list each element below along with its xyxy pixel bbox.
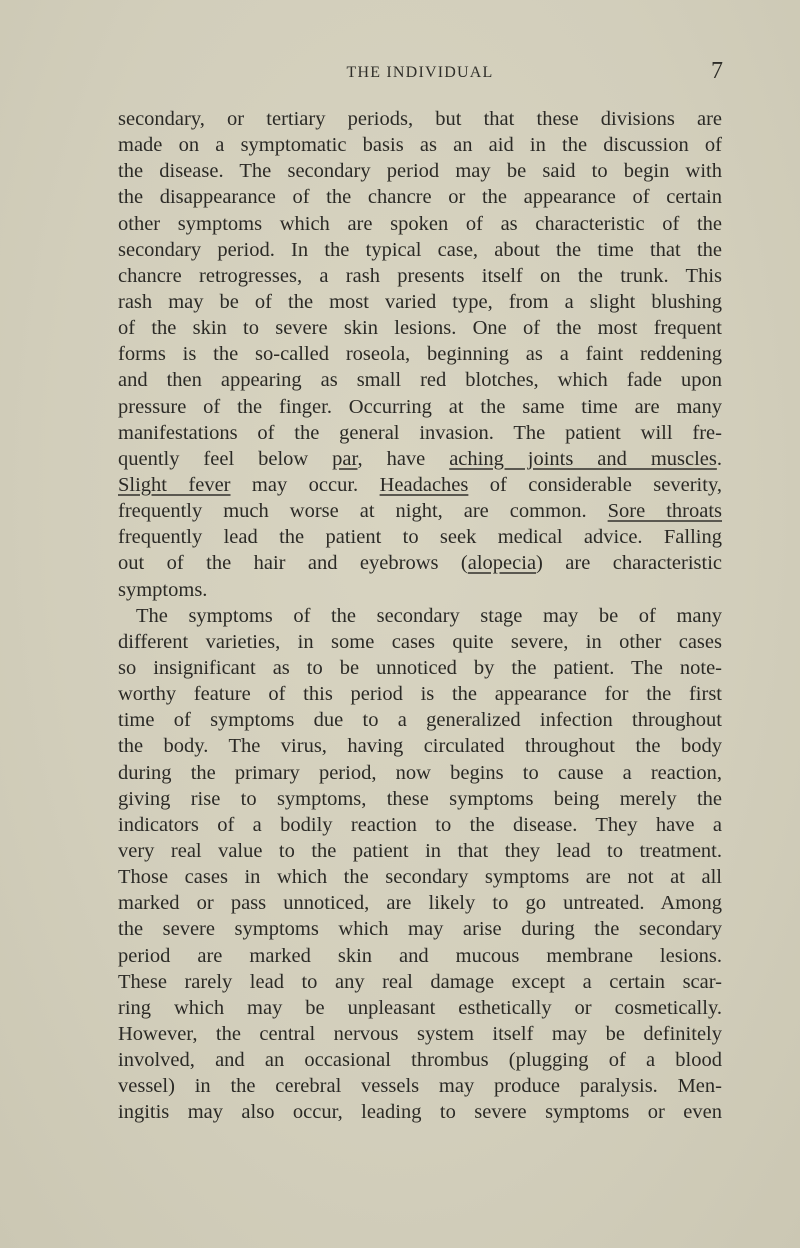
text-line: [118, 681, 722, 707]
text-line: [118, 367, 722, 393]
text-segment: different varieties, in some cases quite severe, in other cases: [118, 630, 722, 653]
text-segment: forms is the so-called roseola, beginning as a faint reddening: [118, 343, 722, 366]
text-line: [118, 158, 722, 184]
text-segment: of the skin to severe skin lesions. One of the most frequent: [118, 317, 722, 340]
text-line: [118, 603, 722, 629]
underlined-phrase: Headaches: [379, 473, 469, 496]
text-segment: chancre retrogresses, a rash presents itself on the trunk. This: [118, 264, 722, 287]
text-line: [118, 1047, 722, 1073]
text-segment: and then appearing as small red blotches, which fade upon: [118, 369, 722, 392]
running-title: THE INDIVIDUAL: [346, 64, 494, 81]
text-line: [118, 1021, 722, 1047]
text-segment: during the primary period, now begins to cause a reaction,: [118, 761, 722, 784]
underlined-phrase: Slight fever: [118, 473, 231, 496]
text-segment: the body. The virus, having circulated throughout the body: [118, 735, 722, 758]
text-line: [118, 733, 722, 759]
text-segment: ring which may be unpleasant esthetically or cosmetically.: [118, 996, 722, 1019]
text-segment: marked or pass unnoticed, are likely to go untreated. Among: [118, 892, 722, 915]
text-line: [118, 263, 722, 289]
text-segment: , have: [357, 447, 450, 470]
text-segment: ingitis may also occur, leading to severe symptoms or even: [118, 1101, 722, 1124]
text-line: [118, 629, 722, 655]
text-line: [118, 838, 722, 864]
text-segment: so insignificant as to be unnoticed by the patient. The note-: [118, 656, 722, 679]
text-line: [118, 341, 722, 367]
text-segment: the severe symptoms which may arise during the secondary: [118, 918, 722, 941]
text-line: [118, 106, 722, 132]
text-segment: These rarely lead to any real damage except a certain scar-: [118, 970, 722, 993]
text-segment: frequently much worse at night, are common.: [118, 500, 608, 523]
text-line: [118, 132, 722, 158]
text-line: [118, 550, 722, 576]
text-line: [118, 577, 722, 603]
text-segment: the disease. The secondary period may be said to begin with: [118, 160, 722, 183]
text-line: [118, 420, 722, 446]
underlined-phrase: par: [332, 447, 358, 470]
text-segment: vessel) in the cerebral vessels may produce paralysis. Men-: [118, 1075, 722, 1098]
body-text: [118, 106, 722, 1125]
text-segment: of considerable severity,: [468, 473, 722, 496]
text-line: [118, 237, 722, 263]
text-line: [118, 394, 722, 420]
text-line: [118, 760, 722, 786]
text-segment: symptoms.: [118, 578, 208, 601]
text-line: [118, 498, 722, 524]
text-segment: made on a symptomatic basis as an aid in the discussion of: [118, 134, 722, 157]
running-head: [120, 58, 723, 90]
text-segment: rash may be of the most varied type, from a slight blushing: [118, 290, 722, 313]
text-segment: frequently lead the patient to seek medical advice. Falling: [118, 526, 722, 549]
text-line: [118, 943, 722, 969]
text-segment: .: [716, 447, 722, 470]
text-segment: ) are characteristic: [536, 552, 723, 575]
text-segment: giving rise to symptoms, these symptoms being merely the: [118, 787, 722, 810]
text-segment: very real value to the patient in that they lead to treatment.: [118, 839, 722, 862]
text-line: [118, 289, 722, 315]
text-segment: worthy feature of this period is the appearance for the first: [118, 683, 722, 706]
text-segment: other symptoms which are spoken of as characteristic of the: [118, 212, 722, 235]
text-segment: may occur.: [230, 473, 380, 496]
text-line: [118, 524, 722, 550]
text-line: [118, 655, 722, 681]
text-line: [118, 472, 722, 498]
text-line: [118, 812, 722, 838]
text-line: [118, 786, 722, 812]
text-line: [118, 1099, 722, 1125]
text-segment: manifestations of the general invasion. The patient will fre-: [118, 421, 722, 444]
text-segment: time of symptoms due to a generalized infection throughout: [118, 709, 722, 732]
text-segment: out of the hair and eyebrows (: [118, 552, 468, 575]
text-segment: pressure of the finger. Occurring at the same time are many: [118, 395, 722, 418]
page-number: 7: [711, 58, 723, 84]
text-line: [118, 995, 722, 1021]
text-line: [118, 184, 722, 210]
text-segment: the disappearance of the chancre or the appearance of certain: [118, 186, 722, 209]
text-segment: period are marked skin and mucous membrane lesions.: [118, 944, 722, 967]
text-segment: secondary, or tertiary periods, but that these divisions are: [118, 108, 722, 130]
text-segment: secondary period. In the typical case, about the time that the: [118, 238, 722, 261]
text-line: [118, 211, 722, 237]
underlined-phrase: alopecia: [467, 552, 537, 575]
text-segment: Those cases in which the secondary symptoms are not at all: [118, 866, 722, 889]
text-segment: involved, and an occasional thrombus (plugging of a blood: [118, 1049, 722, 1072]
text-line: [118, 969, 722, 995]
text-line: [118, 315, 722, 341]
text-line: [118, 890, 722, 916]
text-line: [118, 707, 722, 733]
text-line: [118, 1073, 722, 1099]
text-segment: indicators of a bodily reaction to the disease. They have a: [118, 813, 722, 836]
underlined-phrase: aching joints and muscles: [449, 447, 717, 470]
text-line: [118, 864, 722, 890]
text-line: [118, 916, 722, 942]
underlined-phrase: Sore throats: [607, 500, 723, 523]
text-segment: quently feel below: [118, 447, 333, 470]
text-segment: However, the central nervous system itself may be definitely: [118, 1022, 722, 1045]
text-line: [118, 446, 722, 472]
text-segment: The symptoms of the secondary stage may be of many: [136, 604, 722, 627]
